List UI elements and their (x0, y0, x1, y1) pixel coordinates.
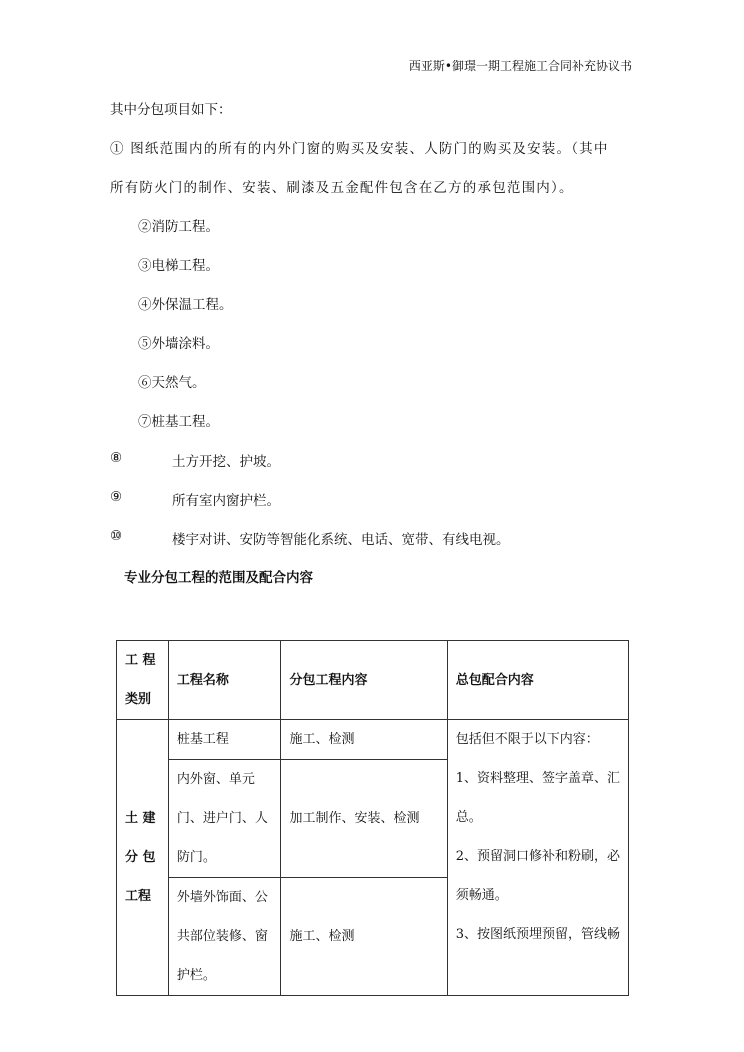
list-item-number: ⑧ (110, 450, 123, 466)
list-item: 所有室内窗护栏。 (172, 493, 280, 509)
list-item-number: ⑩ (110, 528, 123, 544)
list-item: ④外保温工程。 (138, 297, 233, 313)
list-item: 所有防火门的制作、安装、刷漆及五金配件包含在乙方的承包范围内）。 (110, 180, 574, 196)
table-header-row (117, 641, 629, 720)
list-item: ②消防工程。 (138, 219, 219, 235)
coordination-line: 2、预留洞口修补和粉刷，必须畅通。 (455, 849, 620, 903)
subcontract-table (116, 640, 629, 996)
header-content: 分包工程内容 (281, 641, 447, 720)
list-item: ① 图纸范围内的所有的内外门窗的购买及安装、人防门的购买及安装。（其中 (110, 141, 609, 157)
coordination-line: 包括但不限于以下内容： (455, 732, 599, 747)
list-item: ⑥天然气。 (138, 375, 206, 391)
intro-text: 其中分包项目如下： (110, 102, 232, 118)
list-item: 楼宇对讲、安防等智能化系统、电话、宽带、有线电视。 (172, 532, 510, 548)
table-row (117, 720, 629, 760)
project-name: 外墙外饰面、公共部位装修、窗护栏。 (168, 878, 281, 996)
header-category: 工 程 类别 (117, 641, 169, 720)
project-content: 施工、检测 (281, 878, 447, 996)
category-cell: 土 建 分 包 工程 (117, 720, 169, 996)
header-name: 工程名称 (168, 641, 281, 720)
list-item-number: ⑨ (110, 489, 123, 505)
project-content: 加工制作、安装、检测 (281, 760, 447, 878)
list-item: ③电梯工程。 (138, 258, 219, 274)
project-content: 施工、检测 (281, 720, 447, 760)
list-item: ⑤外墙涂料。 (138, 336, 219, 352)
project-name: 内外窗、单元门、进户门、人防门。 (168, 760, 281, 878)
header-coordination: 总包配合内容 (447, 641, 628, 720)
section-title: 专业分包工程的范围及配合内容 (124, 570, 313, 586)
coordination-cell (447, 720, 628, 996)
project-name: 桩基工程 (168, 720, 281, 760)
list-item: ⑦桩基工程。 (138, 414, 219, 430)
page-header: 西亚斯•御璟一期工程施工合同补充协议书 (408, 59, 632, 73)
coordination-line: 1、资料整理、签字盖章、汇总。 (455, 771, 620, 825)
list-item: 土方开挖、护坡。 (172, 454, 280, 470)
coordination-line: 3、按图纸预埋预留，管线畅 (455, 927, 620, 942)
